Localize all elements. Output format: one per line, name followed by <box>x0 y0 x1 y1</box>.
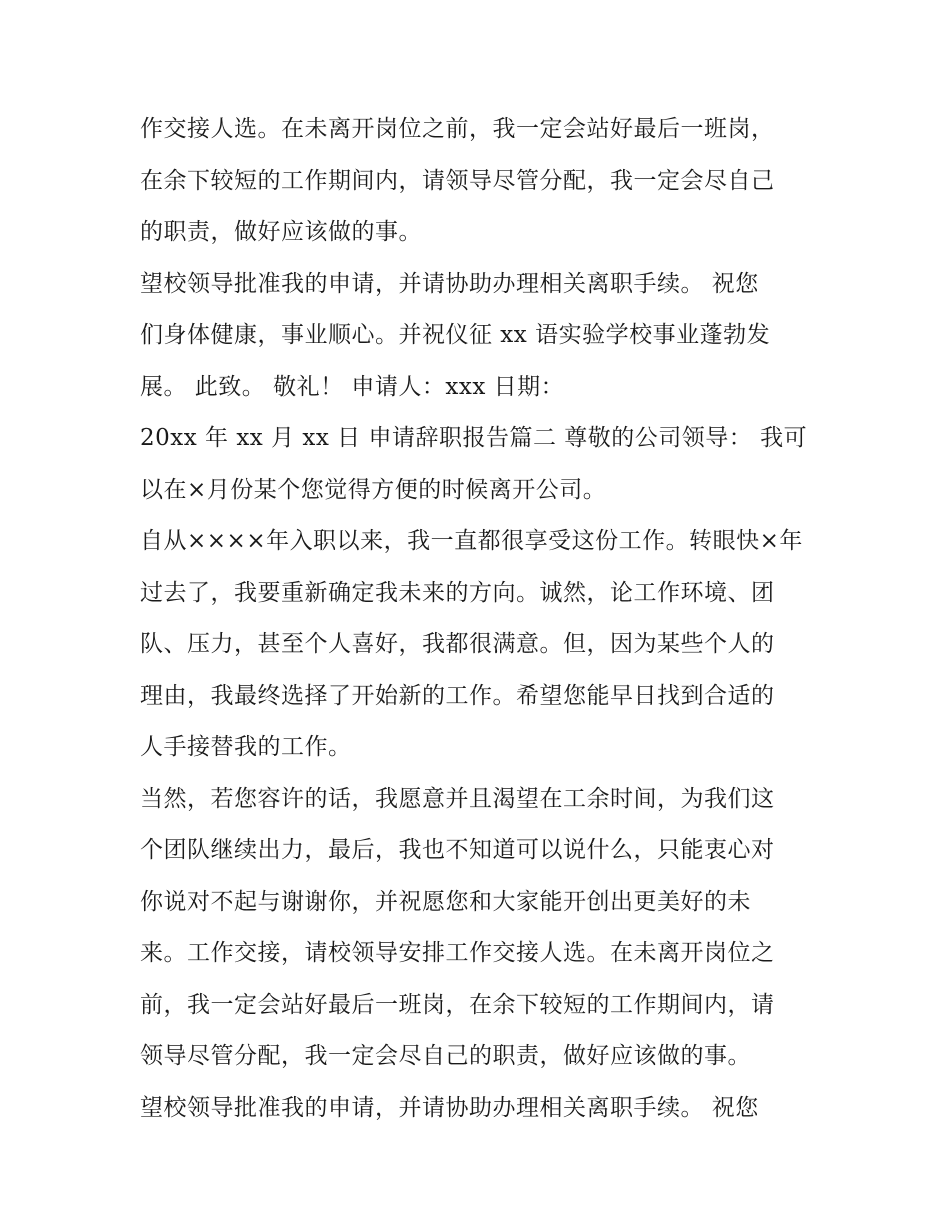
text-line: 领导尽管分配，我一定会尽自己的职责，做好应该做的事。 <box>140 1043 751 1069</box>
text-line: 展。 此致。 敬礼！ 申请人：xxx 日期： <box>140 373 565 400</box>
text-line: 过去了，我要重新确定我未来的方向。诚然，论工作环境、团 <box>140 579 775 606</box>
text-line: 队、压力，甚至个人喜好，我都很满意。但，因为某些个人的 <box>140 631 775 657</box>
text-line: 前，我一定会站好最后一班岗，在余下较短的工作期间内，请 <box>140 991 775 1018</box>
text-line: 理由，我最终选择了开始新的工作。希望您能早日找到合适的 <box>140 682 775 709</box>
text-line: 当然，若您容许的话，我愿意并且渴望在工余时间，为我们这 <box>140 785 775 812</box>
text-line: 们身体健康，事业顺心。并祝仪征 xx 语实验学校事业蓬勃发 <box>140 322 771 348</box>
text-line: 在余下较短的工作期间内，请领导尽管分配，我一定会尽自己 <box>140 167 775 194</box>
text-line: 作交接人选。在未离开岗位之前，我一定会站好最后一班岗， <box>140 116 775 142</box>
text-line: 你说对不起与谢谢你，并祝愿您和大家能开创出更美好的未 <box>140 888 751 915</box>
text-line: 自从××××年入职以来，我一直都很享受这份工作。转眼快×年 <box>140 528 803 554</box>
text-line: 来。工作交接，请校领导安排工作交接人选。在未离开岗位之 <box>140 940 775 966</box>
text-line: 的职责，做好应该做的事。 <box>140 219 422 245</box>
text-line: 望校领导批准我的申请，并请协助办理相关离职手续。 祝您 <box>140 1094 759 1121</box>
text-line: 以在×月份某个您觉得方便的时候离开公司。 <box>140 476 607 503</box>
document-body <box>140 104 820 1134</box>
text-line: 望校领导批准我的申请，并请协助办理相关离职手续。 祝您 <box>140 270 759 297</box>
text-line: 人手接替我的工作。 <box>140 734 352 760</box>
text-line: 20xx 年 xx 月 xx 日 申请辞职报告篇二 尊敬的公司领导： 我可 <box>140 425 808 451</box>
text-line: 个团队继续出力，最后，我也不知道可以说什么，只能衷心对 <box>140 837 775 863</box>
